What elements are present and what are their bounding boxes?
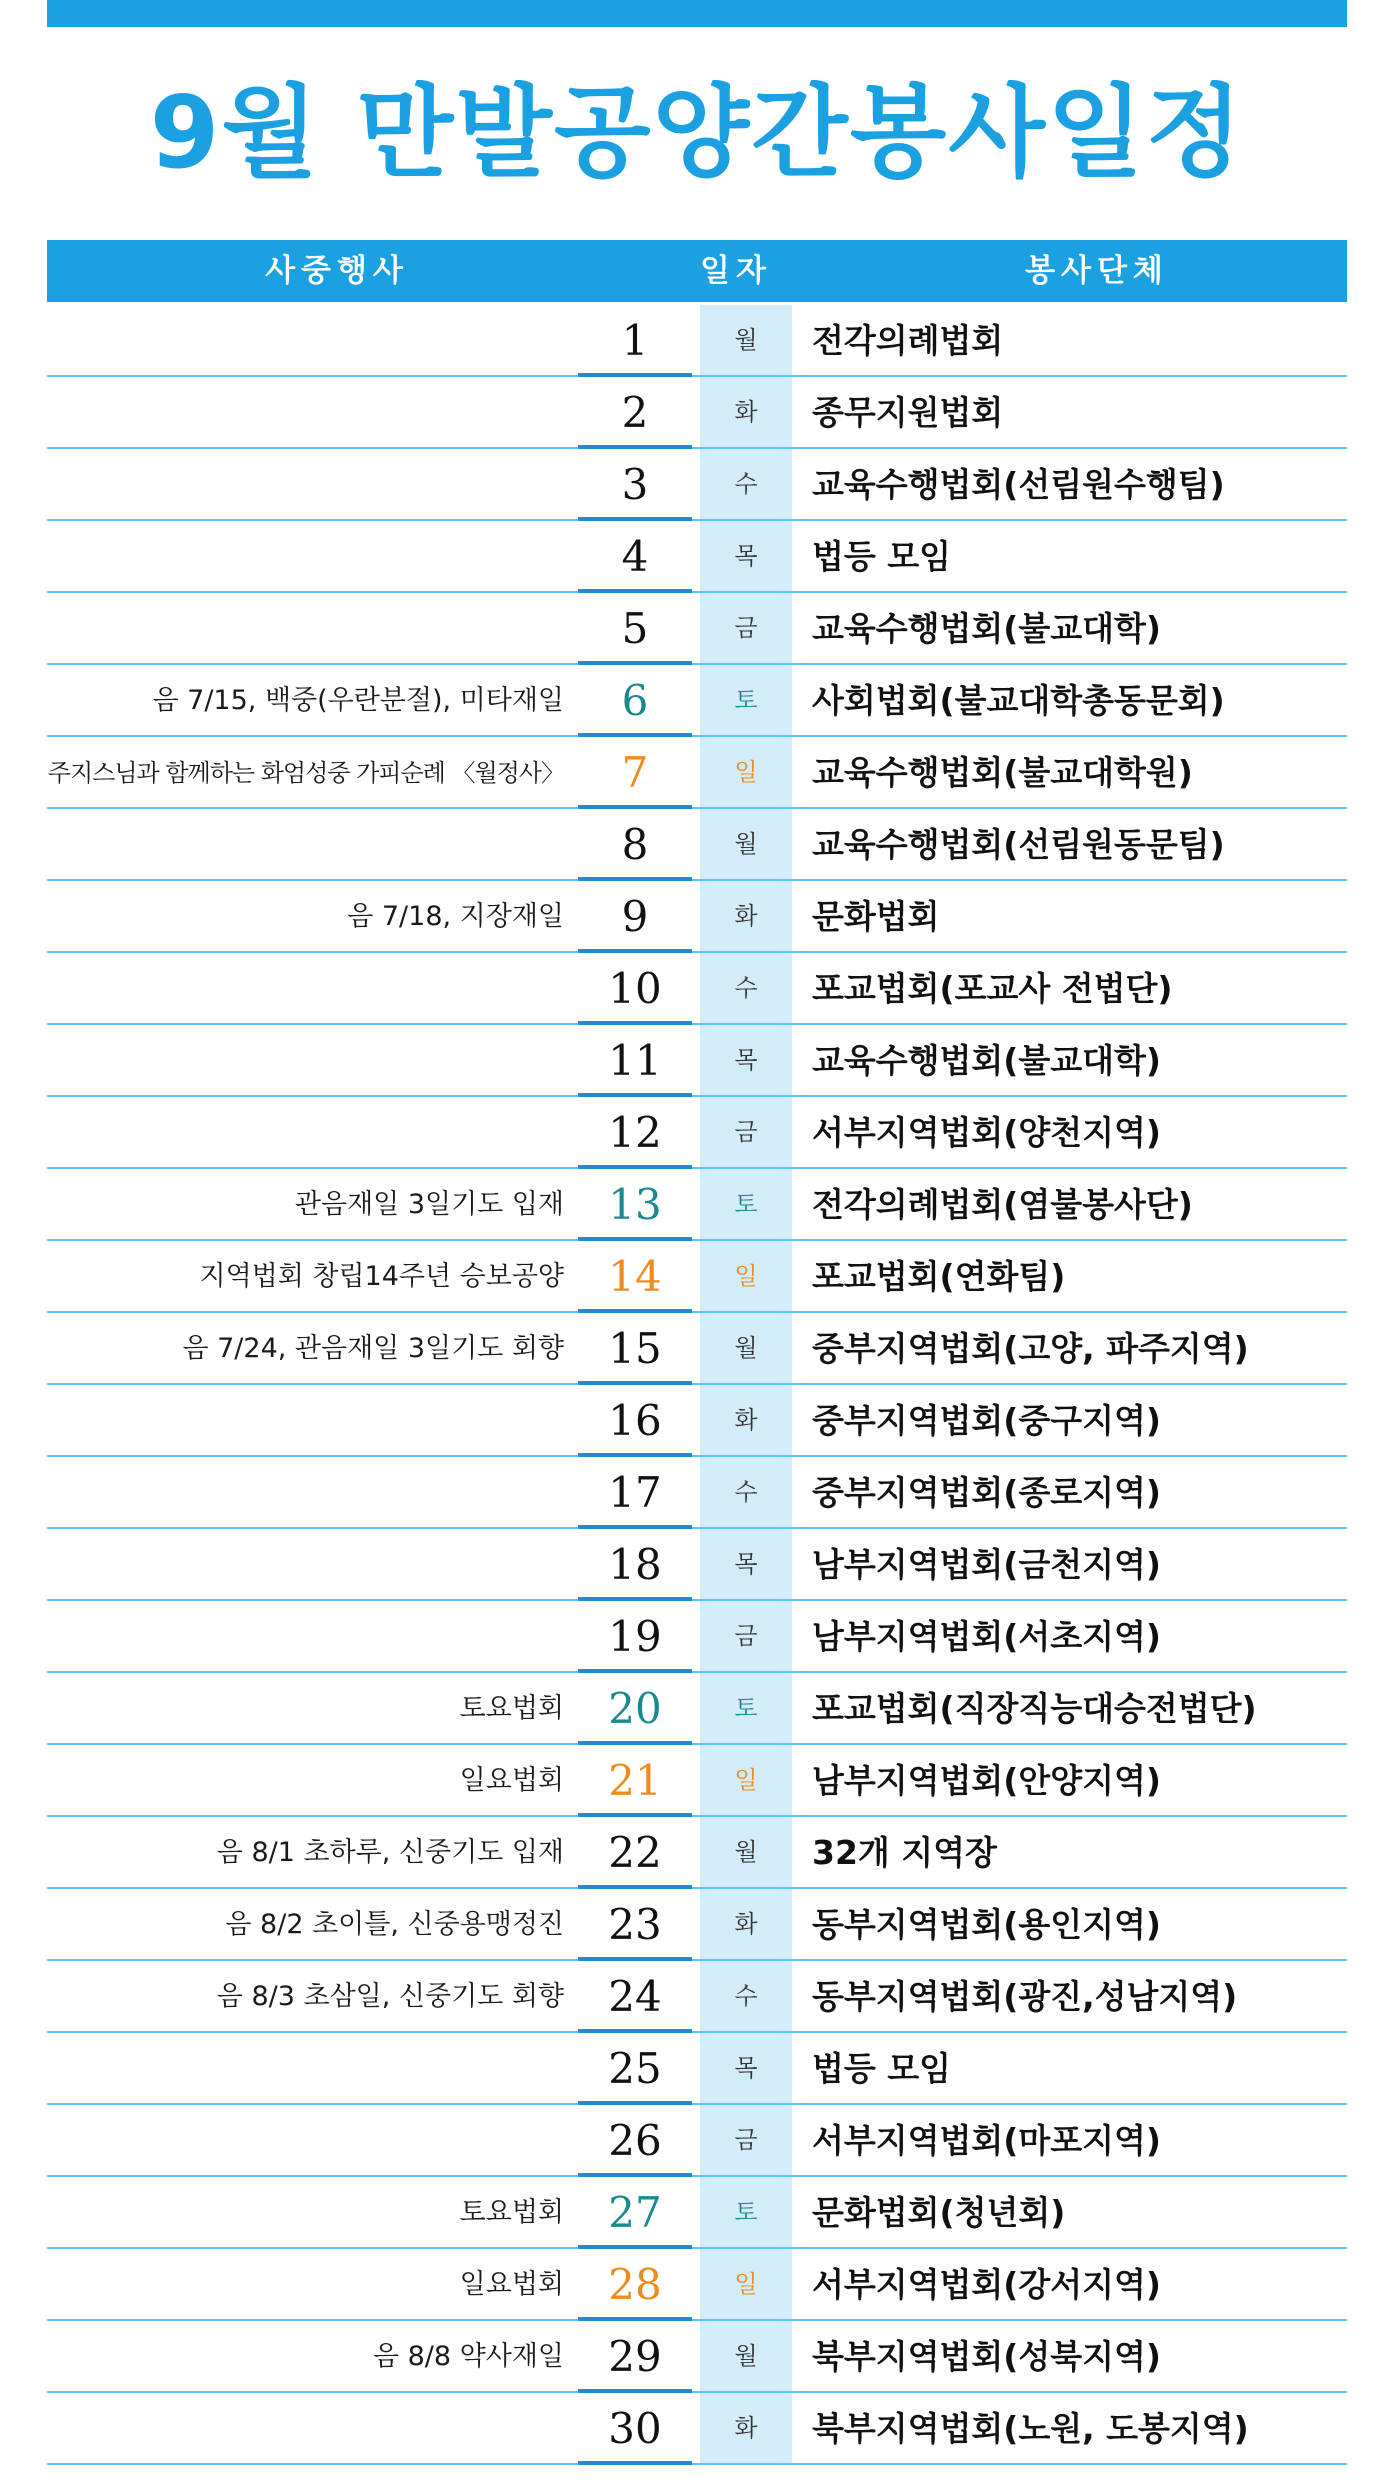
weekday-label: 목: [700, 2033, 792, 2103]
day-number: 25: [608, 2044, 662, 2093]
event-text: [47, 1097, 564, 1169]
event-text: 음 7/18, 지장재일: [347, 901, 564, 932]
team-name: 32개 지역장: [812, 1833, 997, 1872]
weekday-label: 수: [700, 1961, 792, 2031]
weekday-label: 수: [700, 449, 792, 519]
team-name: 사회법회(불교대학총동문회): [812, 681, 1225, 720]
table-row: [0, 1457, 1394, 1529]
team-name: 북부지역법회(성북지역): [812, 2337, 1161, 2376]
table-row: [0, 2321, 1394, 2393]
event-text: [47, 1025, 564, 1097]
weekday-label: 화: [700, 1889, 792, 1959]
table-row: [0, 881, 1394, 953]
day-number: 22: [608, 1828, 662, 1877]
day-number: 24: [608, 1972, 662, 2021]
team-name: 교육수행법회(선림원동문팀): [812, 825, 1225, 864]
team-name: 종무지원법회: [812, 393, 1004, 432]
weekday-label: 화: [700, 2393, 792, 2463]
day-number: 29: [608, 2332, 662, 2381]
team-name: 전각의례법회(염불봉사단): [812, 1185, 1193, 1224]
table-row: [0, 1601, 1394, 1673]
event-text: [47, 593, 564, 665]
table-row: [0, 1025, 1394, 1097]
event-text: 음 8/8 약사재일: [372, 2341, 564, 2372]
weekday-label: 일: [700, 2249, 792, 2319]
table-row: [0, 2177, 1394, 2249]
day-number: 16: [608, 1396, 662, 1445]
event-text: 음 7/15, 백중(우란분절), 미타재일: [152, 685, 564, 716]
day-number: 30: [608, 2404, 662, 2453]
event-text: [47, 953, 564, 1025]
day-number: 11: [608, 1036, 662, 1085]
table-header: [47, 240, 1347, 302]
event-text: [47, 1385, 564, 1457]
event-text: 음 7/24, 관음재일 3일기도 회향: [182, 1333, 564, 1364]
team-name: 중부지역법회(중구지역): [812, 1401, 1161, 1440]
weekday-label: 목: [700, 521, 792, 591]
row-divider: [47, 2463, 1347, 2465]
day-number: 23: [608, 1900, 662, 1949]
day-number: 28: [608, 2260, 662, 2309]
team-name: 서부지역법회(강서지역): [812, 2265, 1161, 2304]
table-row: [0, 2105, 1394, 2177]
weekday-label: 월: [700, 305, 792, 375]
page-title: 9월 만발공양간봉사일정: [149, 74, 1245, 191]
event-text: 지역법회 창립14주년 승보공양: [199, 1261, 564, 1292]
event-text: 일요법회: [459, 1765, 564, 1796]
team-name: 동부지역법회(용인지역): [812, 1905, 1161, 1944]
day-number: 19: [608, 1612, 662, 1661]
table-row: [0, 1673, 1394, 1745]
day-number: 21: [608, 1756, 662, 1805]
event-text: [47, 2393, 564, 2465]
day-number: 18: [608, 1540, 662, 1589]
weekday-label: 목: [700, 1529, 792, 1599]
team-name: 북부지역법회(노원, 도봉지역): [812, 2409, 1249, 2448]
table-row: [0, 737, 1394, 809]
table-row: [0, 1889, 1394, 1961]
event-text: 음 8/2 초이틀, 신중용맹정진: [225, 1909, 564, 1940]
table-row: [0, 593, 1394, 665]
table-row: [0, 1097, 1394, 1169]
day-number: 6: [621, 676, 649, 725]
table-row: [0, 1961, 1394, 2033]
table-row: [0, 809, 1394, 881]
team-name: 교육수행법회(불교대학원): [812, 753, 1193, 792]
event-text: 일요법회: [459, 2269, 564, 2300]
weekday-label: 화: [700, 377, 792, 447]
event-text: 토요법회: [459, 1693, 564, 1724]
table-row: [0, 1529, 1394, 1601]
table-row: [0, 1241, 1394, 1313]
table-row: [0, 665, 1394, 737]
event-text: 주지스님과 함께하는 화엄성중 가피순례 〈월정사〉: [47, 759, 564, 787]
table-row: [0, 1385, 1394, 1457]
weekday-label: 월: [700, 1313, 792, 1383]
weekday-label: 화: [700, 1385, 792, 1455]
team-name: 서부지역법회(양천지역): [812, 1113, 1161, 1152]
top-accent-bar: [47, 0, 1347, 27]
header-date: 일자: [700, 253, 772, 289]
weekday-label: 일: [700, 1241, 792, 1311]
weekday-label: 금: [700, 1097, 792, 1167]
team-name: 문화법회: [812, 897, 940, 936]
weekday-label: 일: [700, 1745, 792, 1815]
team-name: 법등 모임: [812, 2049, 952, 2088]
table-row: [0, 305, 1394, 377]
weekday-label: 금: [700, 1601, 792, 1671]
day-number: 8: [621, 820, 649, 869]
event-text: [47, 449, 564, 521]
day-number: 15: [608, 1324, 662, 1373]
event-text: [47, 1457, 564, 1529]
event-text: [47, 521, 564, 593]
weekday-label: 월: [700, 1817, 792, 1887]
day-number: 20: [608, 1684, 662, 1733]
day-number: 2: [621, 388, 649, 437]
weekday-label: 금: [700, 2105, 792, 2175]
event-text: [47, 2033, 564, 2105]
team-name: 중부지역법회(종로지역): [812, 1473, 1161, 1512]
team-name: 동부지역법회(광진,성남지역): [812, 1977, 1238, 2016]
event-text: [47, 377, 564, 449]
team-name: 문화법회(청년회): [812, 2193, 1066, 2232]
table-row: [0, 2033, 1394, 2105]
team-name: 전각의례법회: [812, 321, 1004, 360]
team-name: 남부지역법회(안양지역): [812, 1761, 1161, 1800]
team-name: 남부지역법회(서초지역): [812, 1617, 1161, 1656]
team-name: 교육수행법회(불교대학): [812, 1041, 1161, 1080]
table-row: [0, 449, 1394, 521]
team-name: 법등 모임: [812, 537, 952, 576]
team-name: 포교법회(포교사 전법단): [812, 969, 1173, 1008]
event-text: 음 8/3 초삼일, 신중기도 회향: [216, 1981, 564, 2012]
day-number: 12: [608, 1108, 662, 1157]
table-row: [0, 377, 1394, 449]
event-text: 토요법회: [459, 2197, 564, 2228]
weekday-label: 토: [700, 665, 792, 735]
weekday-label: 토: [700, 1673, 792, 1743]
day-underline: [578, 2461, 692, 2465]
day-number: 1: [621, 316, 649, 365]
event-text: [47, 2105, 564, 2177]
weekday-label: 수: [700, 1457, 792, 1527]
table-row: [0, 953, 1394, 1025]
weekday-label: 월: [700, 809, 792, 879]
table-row: [0, 1745, 1394, 1817]
header-events: 사중행사: [265, 253, 409, 289]
table-row: [0, 2249, 1394, 2321]
weekday-label: 금: [700, 593, 792, 663]
weekday-label: 목: [700, 1025, 792, 1095]
day-number: 27: [608, 2188, 662, 2237]
table-row: [0, 521, 1394, 593]
team-name: 남부지역법회(금천지역): [812, 1545, 1161, 1584]
day-number: 10: [608, 964, 662, 1013]
day-number: 9: [621, 892, 649, 941]
day-number: 7: [621, 748, 649, 797]
team-name: 교육수행법회(선림원수행팀): [812, 465, 1225, 504]
weekday-label: 일: [700, 737, 792, 807]
team-name: 교육수행법회(불교대학): [812, 609, 1161, 648]
weekday-label: 토: [700, 1169, 792, 1239]
event-text: 관음재일 3일기도 입재: [294, 1189, 564, 1220]
team-name: 서부지역법회(마포지역): [812, 2121, 1161, 2160]
weekday-label: 토: [700, 2177, 792, 2247]
team-name: 포교법회(연화팀): [812, 1257, 1066, 1296]
table-row: [0, 1817, 1394, 1889]
table-row: [0, 2393, 1394, 2465]
day-number: 3: [621, 460, 649, 509]
day-number: 26: [608, 2116, 662, 2165]
weekday-label: 월: [700, 2321, 792, 2391]
event-text: [47, 1529, 564, 1601]
day-number: 4: [621, 532, 649, 581]
event-text: [47, 1601, 564, 1673]
team-name: 포교법회(직장직능대승전법단): [812, 1689, 1257, 1728]
event-text: 음 8/1 초하루, 신중기도 입재: [216, 1837, 564, 1868]
table-row: [0, 1169, 1394, 1241]
day-number: 17: [608, 1468, 662, 1517]
day-number: 5: [621, 604, 649, 653]
table-row: [0, 1313, 1394, 1385]
weekday-label: 화: [700, 881, 792, 951]
day-number: 14: [608, 1252, 662, 1301]
header-team: 봉사단체: [1025, 253, 1169, 289]
event-text: [47, 305, 564, 377]
day-number: 13: [608, 1180, 662, 1229]
event-text: [47, 809, 564, 881]
weekday-label: 수: [700, 953, 792, 1023]
team-name: 중부지역법회(고양, 파주지역): [812, 1329, 1249, 1368]
